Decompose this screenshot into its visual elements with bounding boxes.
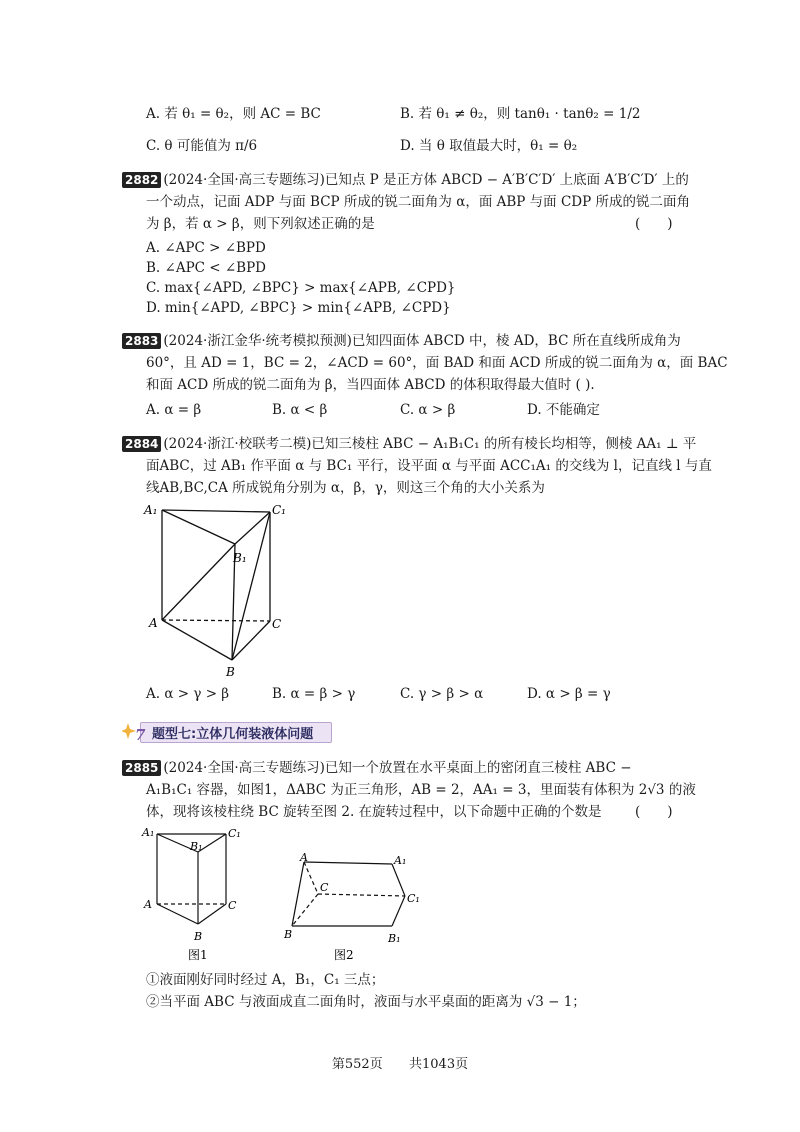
q2882-option-d: D. min{∠APD, ∠BPC} > min{∠APB, ∠CPD} <box>146 300 451 316</box>
question-2883-line1: 2883 (2024·浙江金华·统考模拟预测)已知四面体 ABCD 中，棱 AD，BC 所在直线所成角为 <box>122 331 681 351</box>
label-a: A <box>149 616 158 630</box>
prev-option-c: C. θ 可能值为 π/6 <box>146 138 258 154</box>
answer-paren: ( ) <box>635 804 673 820</box>
prev-option-b: B. 若 θ₁ ≠ θ₂，则 tanθ₁ · tanθ₂ = 1/2 <box>400 106 641 122</box>
svg-text:A: A <box>300 851 308 864</box>
label-c1: C₁ <box>272 503 286 517</box>
svg-text:B: B <box>284 928 293 941</box>
svg-text:C: C <box>320 881 329 894</box>
question-2885-line3: 体，现将该棱柱绕 BC 旋转至图 2. 在旋转过程中，以下命题中正确的个数是 <box>146 804 602 820</box>
q2884-option-c: C. γ > β > α <box>400 686 484 702</box>
svg-text:A: A <box>144 898 152 911</box>
prev-option-d: D. 当 θ 取值最大时，θ₁ = θ₂ <box>400 138 578 154</box>
question-number-badge: 2884 <box>122 436 161 452</box>
prism-figure-2884 <box>140 498 300 680</box>
question-2884-line2: 面ABC，过 AB₁ 作平面 α 与 BC₁ 平行，设平面 α 与平面 ACC₁A₁ 的交线为 l，记直线 l 与直 <box>146 458 712 474</box>
svg-text:B₁: B₁ <box>388 932 401 945</box>
question-number-badge: 2882 <box>122 172 161 188</box>
question-2884-line3: 线AB,BC,CA 所成锐角分别为 α，β，γ，则这三个角的大小关系为 <box>146 480 545 496</box>
q2884-option-a: A. α > γ > β <box>146 686 230 702</box>
question-2882-line1: 2882 (2024·全国·高三专题练习)已知点 P 是正方体 ABCD − A′B′C′D′ 上底面 A′B′C′D′ 上的 <box>122 170 689 190</box>
svg-text:B: B <box>194 930 203 943</box>
question-2883-line3: 和面 ACD 所成的锐二面角为 β，当四面体 ABCD 的体积取得最大值时 ( ). <box>146 377 595 393</box>
q2883-option-a: A. α = β <box>146 402 202 418</box>
svg-text:C₁: C₁ <box>228 827 241 840</box>
label-b: B <box>226 665 235 679</box>
page-number: 第552页 <box>331 1057 383 1072</box>
question-2885-line1: 2885 (2024·全国·高三专题练习)已知一个放置在水平桌面上的密闭直三棱柱 ABC − <box>122 758 632 778</box>
svg-text:7: 7 <box>135 726 146 744</box>
label-b1: B₁ <box>233 551 247 565</box>
q2884-option-b: B. α = β > γ <box>272 686 356 702</box>
figure-1-caption: 图1 <box>188 948 208 962</box>
question-2885-line2: A₁B₁C₁ 容器，如图1，ΔABC 为正三角形，AB = 2，AA₁ = 3，里面装有体积为 2√3 的液 <box>146 782 696 798</box>
page-footer <box>0 1053 800 1072</box>
question-number-badge: 2885 <box>122 760 161 776</box>
label-a1: A₁ <box>144 503 158 517</box>
svg-text:A₁: A₁ <box>142 826 155 839</box>
figure-1 <box>140 822 250 962</box>
section-header <box>122 720 332 742</box>
q2883-option-d: D. 不能确定 <box>527 402 600 418</box>
q2885-statement-1: ①液面刚好同时经过 A，B₁，C₁ 三点； <box>146 972 385 988</box>
svg-text:C: C <box>228 899 237 912</box>
answer-paren: ( ) <box>635 216 673 232</box>
svg-text:A₁: A₁ <box>394 854 407 867</box>
q2883-option-b: B. α < β <box>272 402 328 418</box>
question-number-badge: 2883 <box>122 333 161 349</box>
section-title: 题型七:立体几何装液体问题 <box>152 727 314 742</box>
figure-2-caption: 图2 <box>334 948 354 962</box>
question-2883-line2: 60°，且 AD = 1，BC = 2，∠ACD = 60°，面 BAD 和面 ACD 所成的锐二面角为 α，面 BAC <box>146 355 728 371</box>
q2882-option-a: A. ∠APC > ∠BPD <box>146 240 266 256</box>
q2885-statement-2: ②当平面 ABC 与液面成直二面角时，液面与水平桌面的距离为 √3 − 1； <box>146 994 586 1010</box>
q2883-option-c: C. α > β <box>400 402 456 418</box>
figure-2 <box>282 850 432 962</box>
page-total: 共1043页 <box>409 1057 469 1072</box>
question-2884-line1: 2884 (2024·浙江·校联考二模)已知三棱柱 ABC − A₁B₁C₁ 的所有棱长均相等，侧棱 AA₁ ⊥ 平 <box>122 434 696 454</box>
question-2882-line2: 一个动点，记面 ADP 与面 BCP 所成的锐二面角为 α，面 ABP 与面 CDP 所成的锐二面角 <box>146 194 690 210</box>
question-2882-line3: 为 β，若 α > β，则下列叙述正确的是 <box>146 216 375 232</box>
svg-text:C₁: C₁ <box>407 892 420 905</box>
q2884-option-d: D. α > β = γ <box>527 686 611 702</box>
label-c: C <box>272 617 282 631</box>
sparkle-icon <box>122 720 154 744</box>
q2882-option-b: B. ∠APC < ∠BPD <box>146 260 267 276</box>
svg-text:B₁: B₁ <box>190 840 203 853</box>
prev-option-a: A. 若 θ₁ = θ₂，则 AC = BC <box>146 106 321 122</box>
q2882-option-c: C. max{∠APD, ∠BPC} > max{∠APB, ∠CPD} <box>146 280 456 296</box>
